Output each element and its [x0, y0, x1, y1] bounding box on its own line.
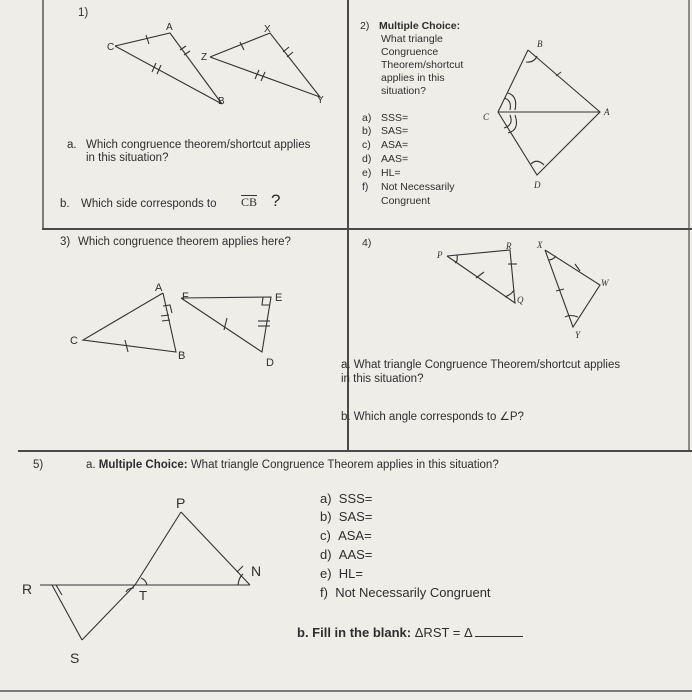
- q5-part-b-label: b. Fill in the blank:: [297, 625, 412, 640]
- q5-part-b-expr: ΔRST = Δ: [414, 625, 473, 640]
- q1-part-b-letter: b.: [60, 198, 70, 210]
- q3-label-a: A: [155, 282, 163, 294]
- q2-prompt-line-3: Theorem/shortcut: [381, 59, 464, 71]
- q4-label-q: Q: [517, 295, 524, 305]
- q4-part-a-line1: a. What triangle Congruence Theorem/shortcut applies: [341, 359, 621, 371]
- q4-label-y: Y: [575, 330, 581, 340]
- q1-label-x: X: [264, 24, 271, 35]
- q5-option-f-letter: f): [320, 585, 328, 600]
- q2-prompt-line-2: Congruence: [381, 46, 439, 58]
- q2-prompt-line-1: What triangle: [381, 33, 443, 45]
- q5-option-a-letter: a): [320, 491, 332, 506]
- q5-part-a-prefix: a.: [86, 459, 96, 471]
- q2-kite-diagram: [498, 50, 600, 175]
- q1-label-c: C: [107, 42, 115, 53]
- q2-label-c: C: [483, 112, 490, 122]
- q3-label-e: E: [275, 292, 283, 304]
- q5-option-f-text: Not Necessarily Congruent: [335, 585, 491, 600]
- q2-option-a-text[interactable]: SSS=: [381, 112, 409, 124]
- q3-triangle-abc: [83, 293, 176, 352]
- q5-part-b: [297, 625, 523, 641]
- q5-option-d-text: AAS=: [338, 547, 373, 562]
- q2-title: Multiple Choice:: [379, 20, 461, 32]
- q4-label-r: R: [506, 241, 512, 251]
- q2-option-d-letter[interactable]: d): [362, 153, 372, 165]
- q2-option-b-letter[interactable]: b): [362, 125, 372, 137]
- q5-option-c-text: ASA=: [338, 528, 372, 543]
- q2-prompt-line-5: situation?: [381, 85, 426, 97]
- q3-label-f: F: [182, 291, 189, 303]
- q4-triangle-pqr: [447, 250, 517, 303]
- q5-option-d-letter: d): [320, 547, 332, 562]
- q5-figure: [40, 512, 250, 640]
- q5-option-d[interactable]: [320, 547, 372, 563]
- q3-label-d: D: [266, 357, 274, 369]
- q1-number: 1): [78, 7, 89, 19]
- q2-label-d: D: [534, 180, 541, 190]
- q5-number: 5): [33, 459, 44, 471]
- q4-triangle-xyw: [545, 250, 600, 327]
- q1-part-a-letter: a.: [67, 139, 77, 151]
- q3-prompt: Which congruence theorem applies here?: [78, 236, 291, 248]
- q5-part-a-rest: What triangle Congruence Theorem applies in this situation?: [190, 459, 499, 471]
- q2-option-f-line2: Congruent: [381, 195, 431, 207]
- q3-triangle-def: [181, 297, 271, 352]
- q2-number: 2): [360, 20, 370, 32]
- q4-number: 4): [362, 237, 372, 249]
- q5-option-e[interactable]: [320, 566, 363, 582]
- q3-label-c: C: [70, 335, 78, 347]
- q2-option-d-text[interactable]: AAS=: [381, 153, 409, 165]
- q1-triangle-xyz: [210, 33, 320, 97]
- q4-label-p: P: [437, 250, 443, 260]
- q1-label-b: B: [218, 96, 225, 107]
- q5-part-b-blank[interactable]: [475, 626, 523, 637]
- q5-label-n: N: [251, 563, 262, 579]
- q5-option-f[interactable]: [320, 585, 491, 601]
- q5-option-b-letter: b): [320, 509, 332, 524]
- q4-part-a-line2: in this situation?: [341, 373, 424, 385]
- q5-label-t: T: [139, 588, 147, 603]
- q2-option-f-text[interactable]: Not Necessarily: [381, 181, 455, 193]
- q2-option-a-letter[interactable]: a): [362, 112, 372, 124]
- q5-part-a: [86, 458, 499, 472]
- q1-label-y: Y: [317, 95, 324, 106]
- q5-option-b[interactable]: [320, 509, 372, 525]
- q5-option-e-text: HL=: [338, 566, 364, 581]
- q1-triangle-abc: [115, 33, 222, 104]
- q5-option-c-letter: c): [320, 528, 331, 543]
- q5-label-s: S: [70, 650, 80, 666]
- q2-prompt-line-4: applies in this: [381, 72, 445, 84]
- q2-option-b-text[interactable]: SAS=: [381, 125, 409, 137]
- q2-label-a: A: [604, 107, 610, 117]
- q4-label-w: W: [601, 278, 609, 288]
- q4-part-b: b. Which angle corresponds to ∠P?: [341, 411, 524, 423]
- q5-part-a-bold: Multiple Choice:: [98, 459, 188, 471]
- bottom-rule: [0, 690, 692, 692]
- q1-part-a-line2: in this situation?: [86, 152, 169, 164]
- q5-option-b-text: SAS=: [338, 509, 373, 524]
- q1-part-a-line1: Which congruence theorem/shortcut applies: [86, 139, 311, 151]
- q1-part-b-text: Which side corresponds to: [81, 198, 217, 210]
- q5-option-c[interactable]: [320, 528, 372, 544]
- q5-option-a[interactable]: [320, 491, 372, 507]
- q1-label-a: A: [166, 22, 173, 33]
- q2-option-e-text[interactable]: HL=: [381, 167, 401, 179]
- q2-option-e-letter[interactable]: e): [362, 167, 372, 179]
- q2-option-c-text[interactable]: ASA=: [381, 139, 409, 151]
- q5-label-p: P: [176, 495, 186, 511]
- q2-label-b: B: [537, 39, 543, 49]
- q5-label-r: R: [22, 581, 33, 597]
- q1-part-b-segment: CB: [241, 195, 258, 209]
- q3-label-b: B: [178, 350, 186, 362]
- q5-option-e-letter: e): [320, 566, 332, 581]
- q1-part-b-answer: ?: [271, 191, 281, 210]
- q5-option-a-text: SSS=: [338, 491, 373, 506]
- q4-label-x: X: [537, 240, 543, 250]
- q2-option-f-letter[interactable]: f): [362, 181, 369, 193]
- q2-option-c-letter[interactable]: c): [362, 139, 371, 151]
- q1-label-z: Z: [201, 52, 208, 63]
- q3-number: 3): [60, 236, 71, 248]
